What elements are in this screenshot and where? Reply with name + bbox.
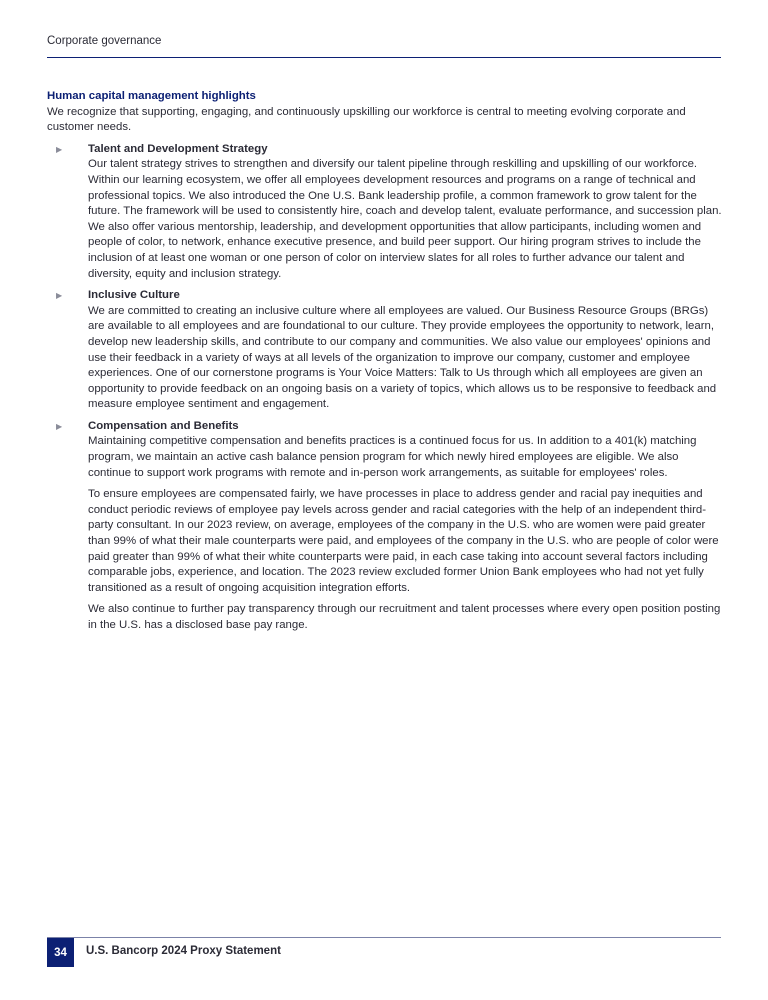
- section-header: Corporate governance: [47, 35, 162, 47]
- bullet-paragraph: We also continue to further pay transparency through our recruitment and talent processes where every open position posting in the U.S. has a disclosed base pay range.: [88, 603, 721, 631]
- bullet-paragraph: We are committed to creating an inclusive culture where all employees are valued. Our Business Resource Groups (BRGs) are available to all employees and are foundational to our culture. They provide employees the opportunity to network, learn, develop new leadership skills, and contribute to our company and communities. We also value our employees' opinions and use their feedback in a variety of ways at all levels of the organization to improve our company, customer and employee experiences. One of our cornerstone programs is Your Voice Matters: Talk to Us through which all employees are given an opportunity to provide feedback on an ongoing basis on a variety of topics, which allows us to be responsive to feedback and measure employee sentiment and engagement.: [88, 304, 717, 411]
- bullet-compensation-benefits: [47, 419, 723, 634]
- page-number-badge: 34: [47, 938, 74, 967]
- triangle-right-icon: ▶: [56, 144, 63, 154]
- bullet-paragraph: Our talent strategy strives to strengthen and diversify our talent pipeline through reskilling and upskilling of our workforce. Within our learning ecosystem, we offer all employees development resources and programs on a range of technical and professional topics. We also introduced the One U.S. Bank leadership profile, a common framework to grow talent for the future. The framework will be used to consistently hire, coach and develop talent, evaluate performance, and succession plan. We also offer various mentorship, leadership, and development opportunities that allow participants, including women and people of color, to network, enhance executive presence, and build peer support. Our hiring program strives to include the inclusion of at least one woman or one person of color on interview slates for all roles to further advance our talent and diversity, equity and inclusion strategy.: [88, 158, 722, 280]
- bullet-title: Compensation and Benefits: [88, 419, 239, 432]
- section-title: Human capital management highlights: [47, 90, 256, 102]
- bullet-title: Inclusive Culture: [88, 289, 180, 302]
- bullet-inclusive-culture: [47, 288, 723, 413]
- bullet-talent-development: [47, 142, 723, 282]
- triangle-right-icon: ▶: [56, 291, 63, 301]
- main-content: [47, 89, 723, 640]
- footer-document-title: U.S. Bancorp 2024 Proxy Statement: [86, 945, 281, 957]
- triangle-right-icon: ▶: [56, 421, 63, 431]
- footer-divider: [47, 937, 721, 938]
- bullet-title: Talent and Development Strategy: [88, 142, 268, 155]
- bullet-paragraph: To ensure employees are compensated fairly, we have processes in place to address gender and racial pay inequities and conduct periodic reviews of employee pay levels across gender and racial categories with the help of an independent third-party consultant. In our 2023 review, on average, employees of the company in the U.S. who are women were paid greater than 99% of what their male counterparts were paid, and employees of the company in the U.S. who are people of color were paid greater than 99% of what their white counterparts were paid, in each case taking into account several factors including comparable jobs, experience, and location. The 2023 review excluded former Union Bank employees who had not yet fully transitioned as a result of ongoing acquisition integration efforts.: [88, 488, 719, 594]
- intro-paragraph: We recognize that supporting, engaging, and continuously upskilling our workforce is central to meeting evolving corporate and customer needs.: [47, 105, 686, 134]
- bullet-paragraph: Maintaining competitive compensation and benefits practices is a continued focus for us. In addition to a 401(k) matching program, we maintain an active cash balance pension program for which newly hired employees are eligible. We also continue to support work programs with remote and in-person work arrangements, as suitable for employees' roles.: [88, 435, 697, 479]
- header-divider: [47, 57, 721, 58]
